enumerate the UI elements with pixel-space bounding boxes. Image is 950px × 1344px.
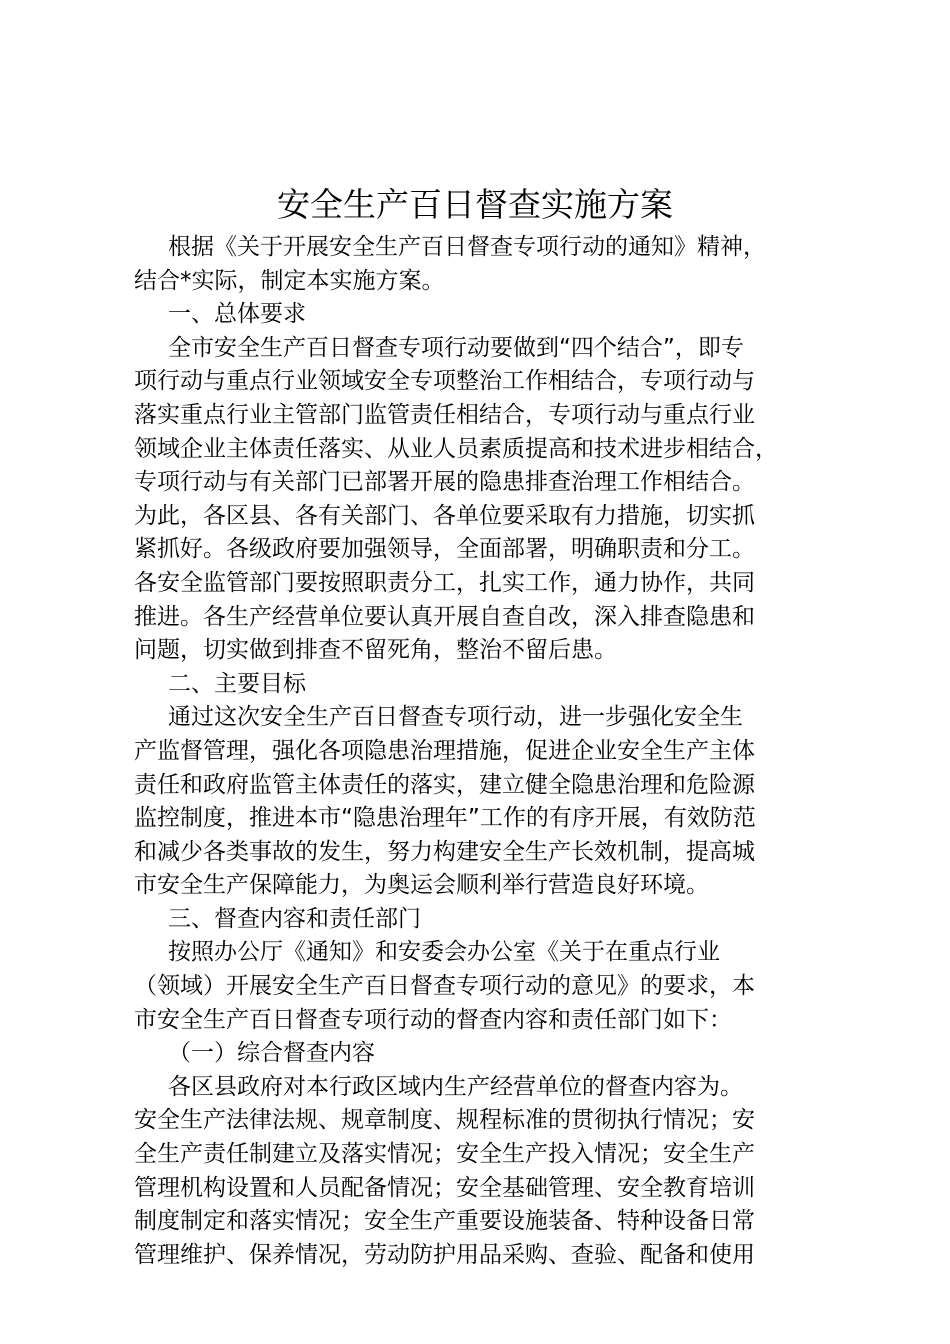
- text-line: 根据《关于开展安全生产百日督查专项行动的通知》精神，: [168, 234, 766, 260]
- text-line: 市安全生产百日督查专项行动的督查内容和责任部门如下：: [134, 1006, 732, 1033]
- text-line: 产监督管理，强化各项隐患治理措施，促进企业安全生产主体: [134, 737, 755, 764]
- text-line: 三、督查内容和责任部门: [168, 905, 421, 932]
- text-line: 管理机构设置和人员配备情况；安全基础管理、安全教育培训: [134, 1174, 755, 1201]
- text-line: 紧抓好。各级政府要加强领导，全面部署，明确职责和分工。: [134, 536, 755, 563]
- text-line: 按照办公厅《通知》和安委会办公室《关于在重点行业: [168, 939, 720, 966]
- text-line: 监控制度，推进本市“隐患治理年”工作的有序开展，有效防范: [134, 805, 756, 832]
- text-line: 一、总体要求: [168, 301, 306, 328]
- text-line: 全生产责任制建立及落实情况；安全生产投入情况；安全生产: [134, 1141, 755, 1168]
- text-line: 管理维护、保养情况，劳动防护用品采购、查验、配备和使用: [134, 1241, 755, 1268]
- text-line: 落实重点行业主管部门监管责任相结合，专项行动与重点行业: [134, 401, 755, 428]
- text-line: 和减少各类事故的发生，努力构建安全生产长效机制，提高城: [134, 838, 755, 865]
- text-line: 领域企业主体责任落实、从业人员素质提高和技术进步相结合，: [134, 435, 778, 462]
- text-line: 责任和政府监管主体责任的落实，建立健全隐患治理和危险源: [134, 771, 755, 798]
- text-line: 制度制定和落实情况；安全生产重要设施装备、特种设备日常: [134, 1208, 755, 1235]
- document-title: 安全生产百日督查实施方案: [277, 185, 673, 224]
- text-line: 专项行动与有关部门已部署开展的隐患排查治理工作相结合。: [134, 469, 755, 496]
- text-line: （领域）开展安全生产百日督查专项行动的意见》的要求，本: [134, 973, 755, 1000]
- text-line: 市安全生产保障能力，为奥运会顺利举行营造良好环境。: [134, 872, 709, 899]
- text-line: （一）综合督查内容: [168, 1040, 375, 1067]
- text-line: 各安全监管部门要按照职责分工，扎实工作，通力协作，共同: [134, 569, 755, 596]
- text-line: 全市安全生产百日督查专项行动要做到“四个结合”，即专: [168, 334, 744, 361]
- text-line: 为此，各区县、各有关部门、各单位要采取有力措施，切实抓: [134, 502, 755, 529]
- text-line: 通过这次安全生产百日督查专项行动，进一步强化安全生: [168, 704, 743, 731]
- text-line: 问题，切实做到排查不留死角，整治不留后患。: [134, 637, 617, 664]
- text-line: 结合*实际，制定本实施方案。: [134, 267, 445, 294]
- text-line: 项行动与重点行业领域安全专项整治工作相结合，专项行动与: [134, 368, 755, 395]
- text-line: 二、主要目标: [168, 670, 306, 697]
- text-line: 推进。各生产经营单位要认真开展自查自改，深入排查隐患和: [134, 603, 755, 630]
- document-body: [134, 231, 834, 1272]
- text-line: 各区县政府对本行政区域内生产经营单位的督查内容为。: [168, 1073, 743, 1100]
- text-line: 安全生产法律法规、规章制度、规程标准的贯彻执行情况；安: [134, 1107, 755, 1134]
